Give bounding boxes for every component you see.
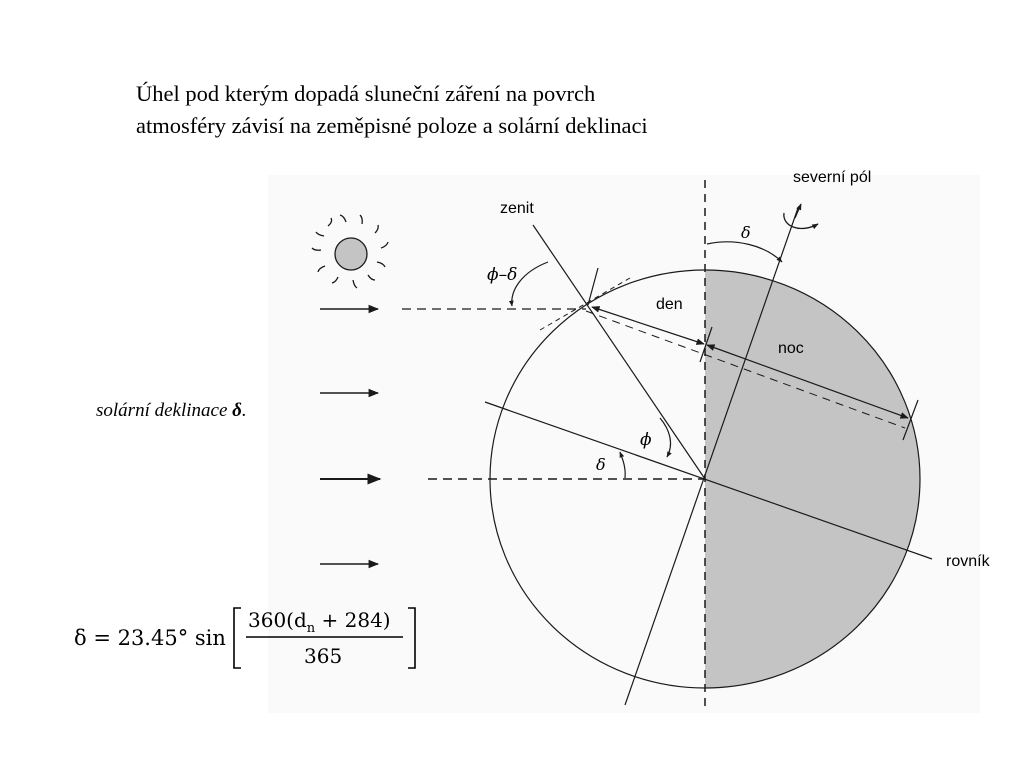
- formula-numerator-main: 360(d: [248, 608, 307, 632]
- zenith-label: zenit: [500, 200, 534, 217]
- formula-numerator-rest: + 284): [315, 608, 391, 632]
- solar-declination-suffix: .: [241, 400, 247, 421]
- night-label: noc: [778, 340, 804, 357]
- delta-equator-label: δ: [596, 455, 606, 474]
- delta-top-label: δ: [741, 223, 751, 242]
- formula-denominator: 365: [304, 644, 343, 668]
- equator-label: rovník: [946, 553, 990, 570]
- delta-symbol: δ: [232, 400, 242, 421]
- phi-minus-delta-label: ϕ–δ: [487, 265, 518, 285]
- formula-lhs: δ = 23.45° sin: [74, 626, 226, 650]
- formula-left-bracket: [234, 608, 241, 668]
- day-label: den: [656, 296, 683, 313]
- title-line-1: Úhel pod kterým dopadá sluneční záření na povrch: [136, 81, 596, 106]
- title-line-2: atmosféry závisí na zeměpisné poloze a solární deklinaci: [136, 113, 648, 138]
- phi-label: ϕ: [640, 430, 652, 450]
- solar-declination-text: solární deklinace: [96, 400, 233, 421]
- formula-numerator: [248, 608, 391, 636]
- formula-numerator-sub: n: [306, 621, 316, 636]
- north-pole-label: severní pól: [793, 169, 872, 186]
